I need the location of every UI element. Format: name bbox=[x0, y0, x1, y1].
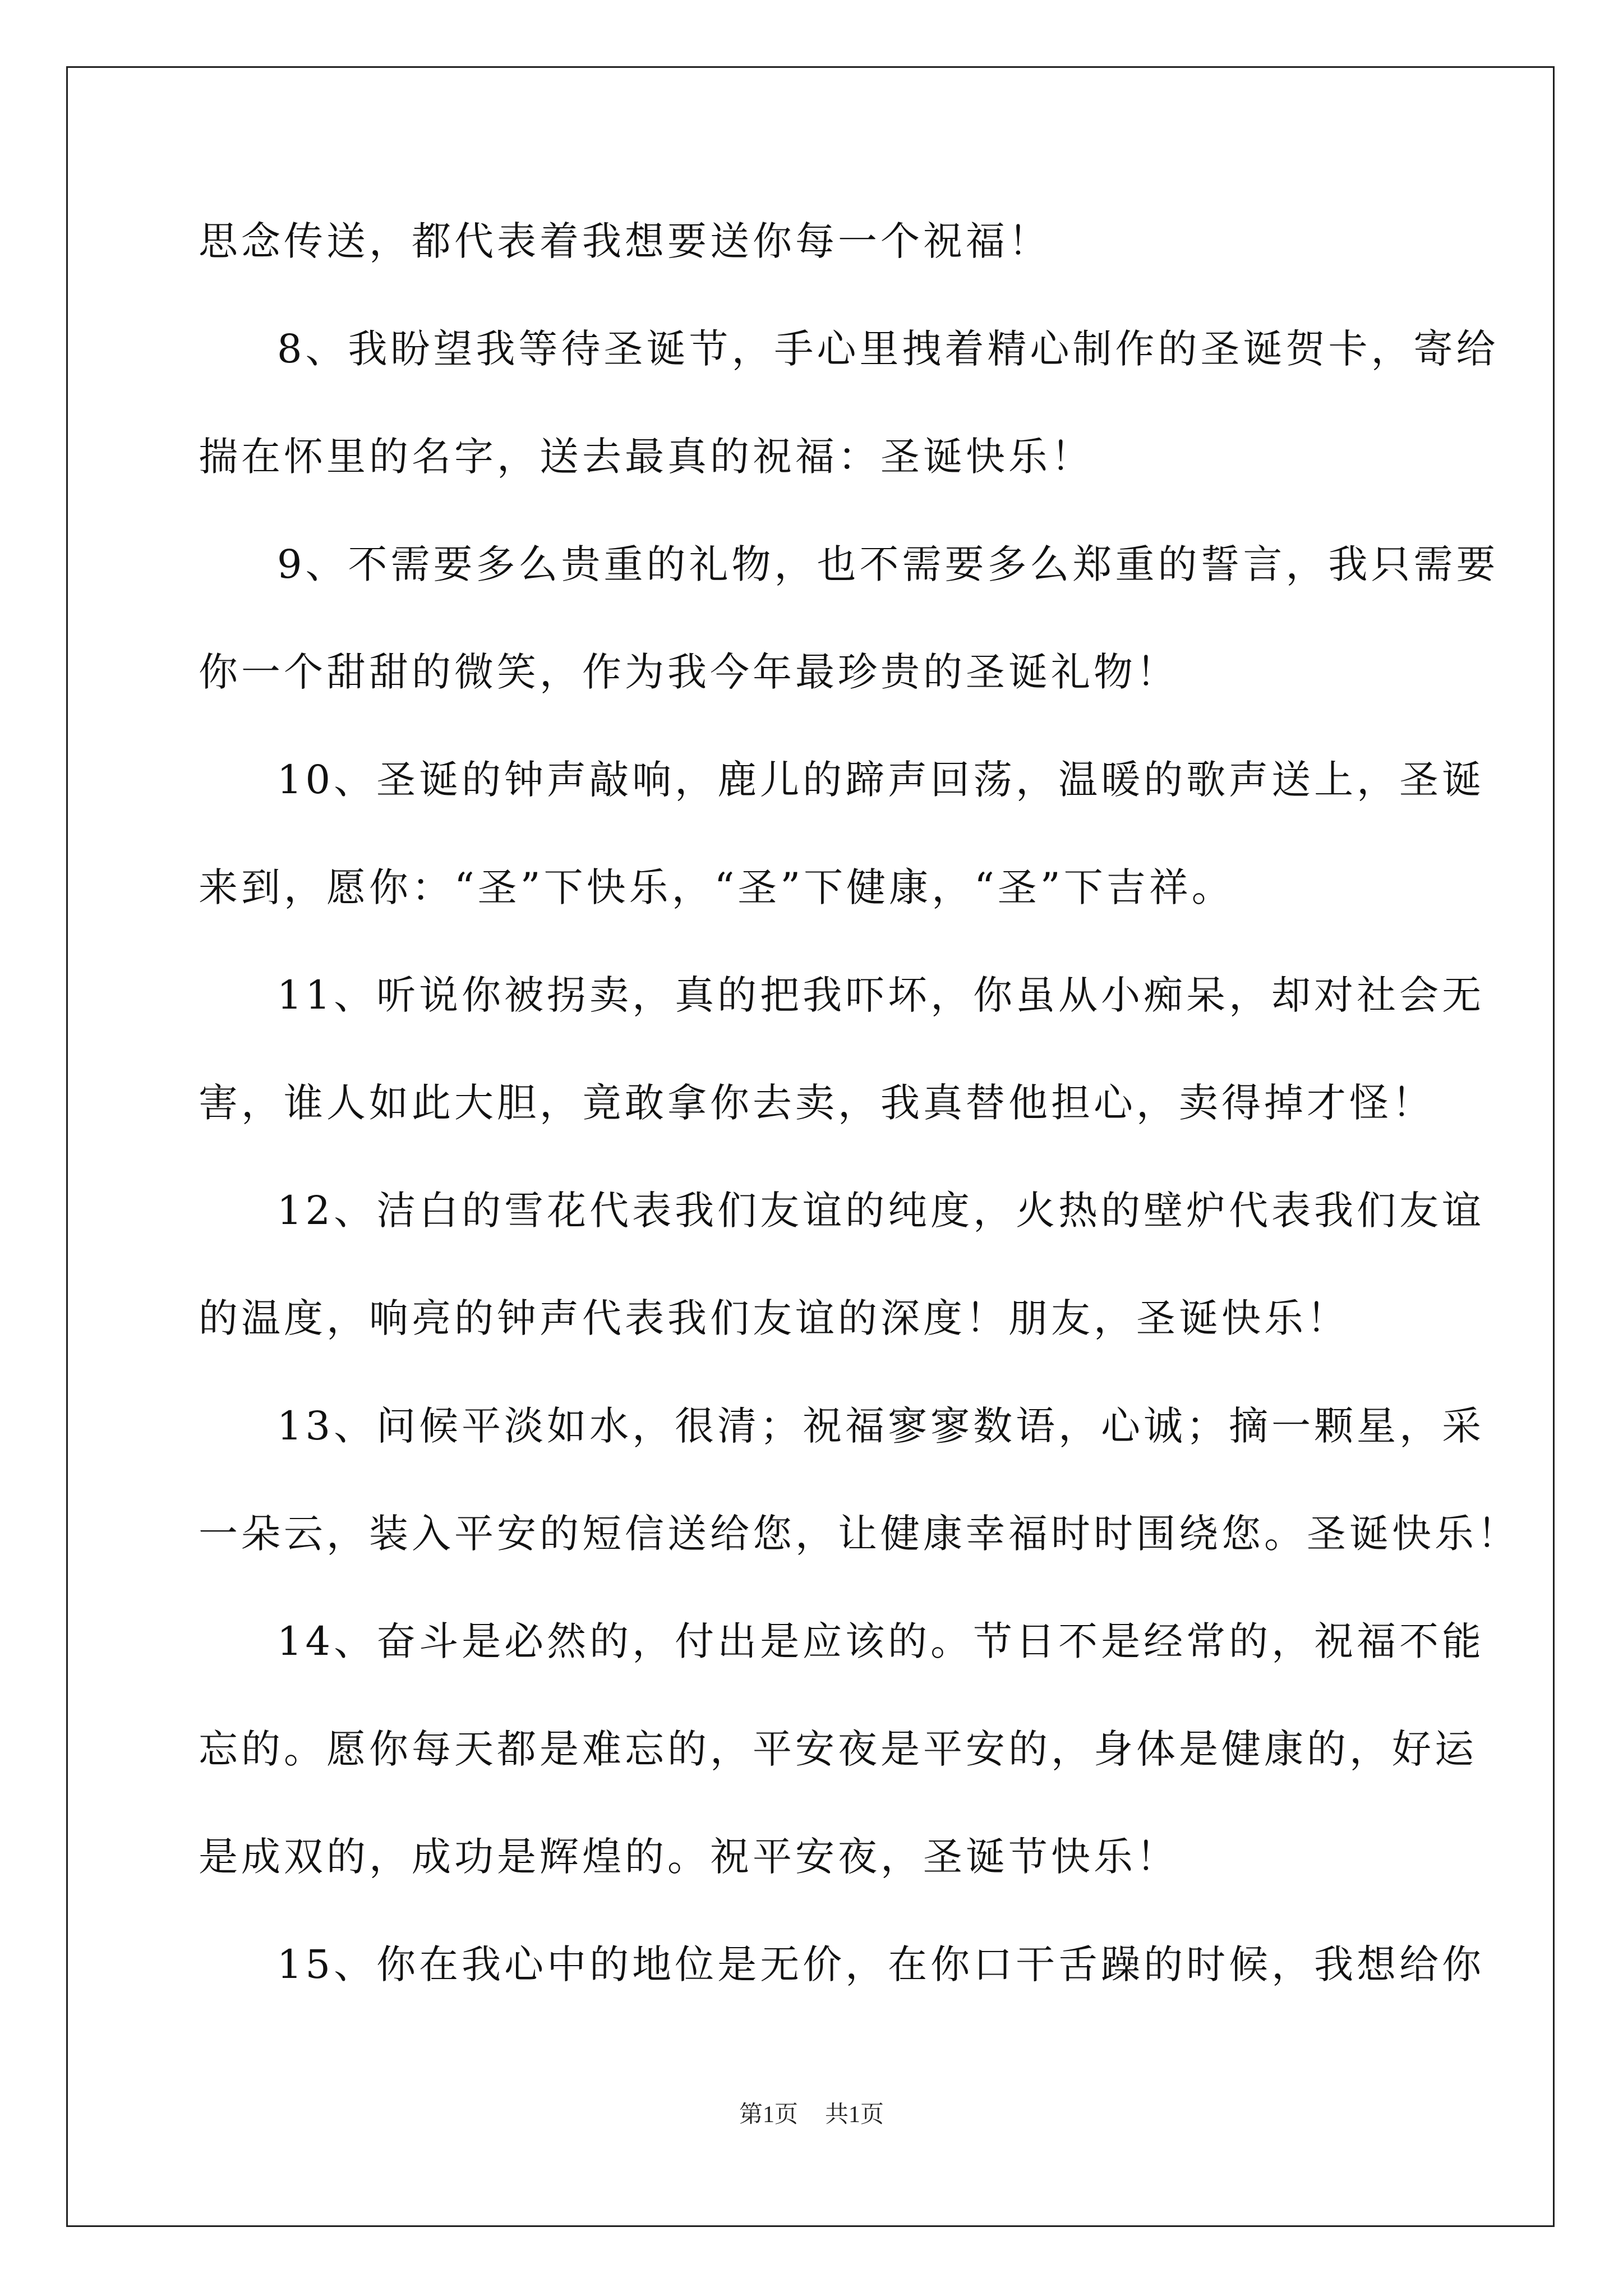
text-line: 13、问候平淡如水，很清；祝福寥寥数语，心诚；摘一颗星，采 bbox=[277, 1403, 1485, 1449]
text-line: 害，谁人如此大胆，竟敢拿你去卖，我真替他担心，卖得掉才怪！ bbox=[199, 1080, 1435, 1126]
text-line: 你一个甜甜的微笑，作为我今年最珍贵的圣诞礼物！ bbox=[199, 649, 1179, 695]
text-line: 12、洁白的雪花代表我们友谊的纯度，火热的壁炉代表我们友谊 bbox=[277, 1188, 1485, 1234]
text-line: 思念传送，都代表着我想要送你每一个祝福！ bbox=[199, 218, 1051, 264]
text-line: 15、你在我心中的地位是无价，在你口干舌躁的时候，我想给你 bbox=[277, 1941, 1485, 1987]
text-line: 一朵云，装入平安的短信送给您，让健康幸福时时围绕您。圣诞快乐！ bbox=[199, 1511, 1520, 1557]
page-footer bbox=[0, 2098, 1623, 2132]
text-line: 10、圣诞的钟声敲响，鹿儿的蹄声回荡，温暖的歌声送上，圣诞 bbox=[277, 757, 1485, 803]
text-line: 的温度，响亮的钟声代表我们友谊的深度！朋友，圣诞快乐！ bbox=[199, 1295, 1349, 1341]
text-line: 9、不需要多么贵重的礼物，也不需要多么郑重的誓言，我只需要 bbox=[277, 541, 1499, 587]
page-total: 共1页 bbox=[825, 2102, 884, 2128]
text-line: 忘的。愿你每天都是难忘的，平安夜是平安的，身体是健康的，好运 bbox=[199, 1726, 1477, 1772]
text-line: 是成双的，成功是辉煌的。祝平安夜，圣诞节快乐！ bbox=[199, 1834, 1179, 1880]
text-line: 14、奋斗是必然的，付出是应该的。节日不是经常的，祝福不能 bbox=[277, 1618, 1485, 1664]
text-line: 揣在怀里的名字，送去最真的祝福：圣诞快乐！ bbox=[199, 434, 1094, 480]
text-line: 8、我盼望我等待圣诞节，手心里拽着精心制作的圣诞贺卡，寄给 bbox=[277, 326, 1499, 372]
text-line: 来到，愿你：“圣”下快乐，“圣”下健康，“圣”下吉祥。 bbox=[199, 864, 1234, 910]
text-line: 11、听说你被拐卖，真的把我吓坏，你虽从小痴呆，却对社会无 bbox=[277, 972, 1485, 1018]
page-number: 第1页 bbox=[739, 2102, 798, 2128]
page-frame bbox=[66, 66, 1555, 2227]
